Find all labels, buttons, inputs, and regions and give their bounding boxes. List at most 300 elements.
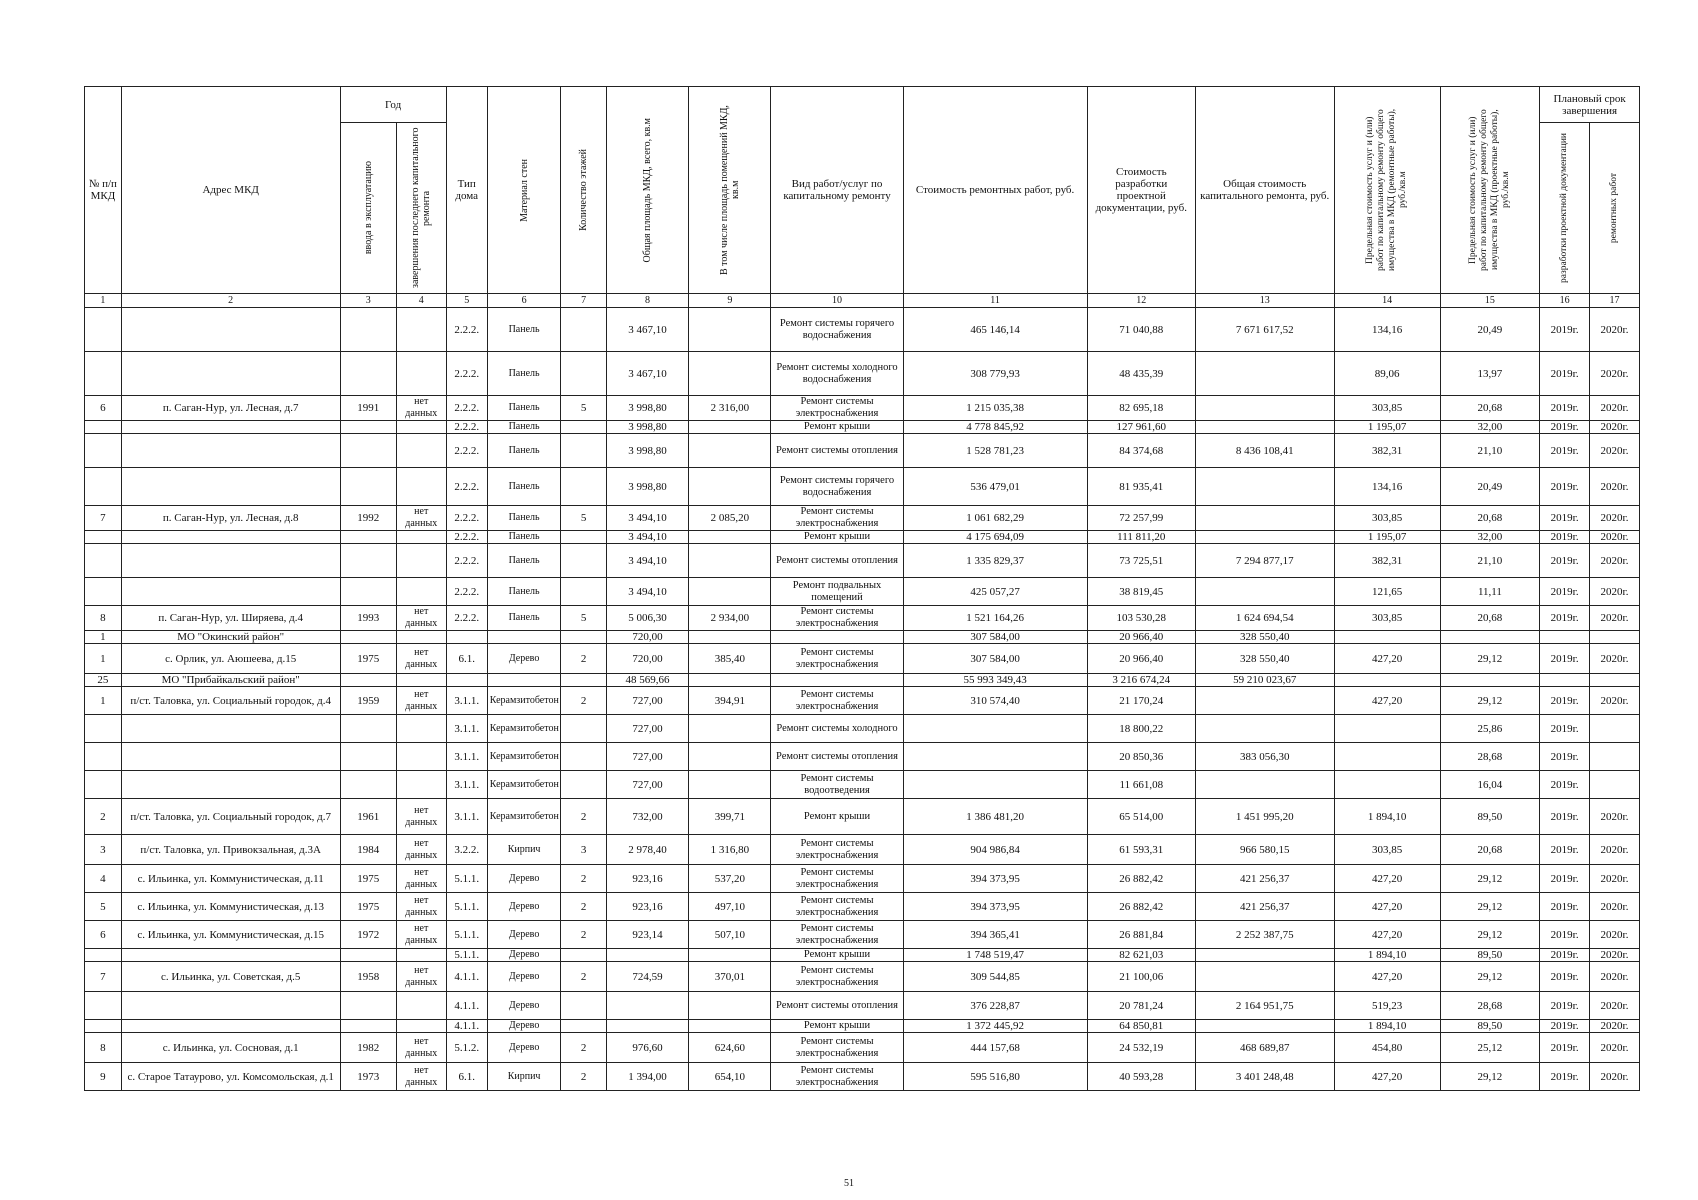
- cell-col-14: 303,85: [1334, 506, 1440, 531]
- cell-col-7: 2: [561, 687, 606, 715]
- cell-col-9: [689, 468, 771, 506]
- table-row: [85, 962, 1640, 992]
- cell-col-5: 3.1.1.: [446, 687, 487, 715]
- cell-col-4: нет данных: [396, 644, 446, 674]
- cell-col-14: 382,31: [1334, 544, 1440, 578]
- cell-col-7: [561, 631, 606, 644]
- cell-col-10: Ремонт системы отопления: [771, 544, 903, 578]
- cell-col-17: 2020г.: [1590, 893, 1640, 921]
- cell-col-7: 2: [561, 921, 606, 949]
- cell-col-5: 2.2.2.: [446, 578, 487, 606]
- cell-col-16: 2019г.: [1540, 687, 1590, 715]
- cell-col-6: Дерево: [487, 644, 561, 674]
- cell-col-4: нет данных: [396, 835, 446, 865]
- cell-col-3: 1975: [340, 893, 396, 921]
- cell-col-1: 8: [85, 1033, 122, 1063]
- cell-col-1: 5: [85, 893, 122, 921]
- cell-col-8: 1 394,00: [606, 1063, 688, 1091]
- cell-col-10: Ремонт системы электроснабжения: [771, 506, 903, 531]
- cell-col-1: 2: [85, 799, 122, 835]
- cell-col-17: 2020г.: [1590, 962, 1640, 992]
- cell-col-3: 1975: [340, 865, 396, 893]
- cell-col-7: [561, 578, 606, 606]
- cell-col-7: 2: [561, 644, 606, 674]
- cell-col-5: 2.2.2.: [446, 352, 487, 396]
- cell-col-16: 2019г.: [1540, 308, 1590, 352]
- cell-col-5: 3.1.1.: [446, 799, 487, 835]
- cell-col-6: Дерево: [487, 962, 561, 992]
- cell-col-8: 3 998,80: [606, 468, 688, 506]
- cell-col-6: Дерево: [487, 865, 561, 893]
- cell-col-9: [689, 992, 771, 1020]
- table-row: [85, 687, 1640, 715]
- cell-col-16: 2019г.: [1540, 893, 1590, 921]
- cell-col-17: 2020г.: [1590, 506, 1640, 531]
- cell-col-8: 3 998,80: [606, 421, 688, 434]
- table-row: [85, 578, 1640, 606]
- cell-col-6: Дерево: [487, 949, 561, 962]
- cell-col-7: [561, 434, 606, 468]
- cell-col-12: 3 216 674,24: [1087, 674, 1195, 687]
- table-row-subtotal: [85, 631, 1640, 644]
- column-number: 5: [446, 294, 487, 308]
- cell-col-13: 2 164 951,75: [1195, 992, 1334, 1020]
- cell-col-8: 720,00: [606, 631, 688, 644]
- cell-col-6: Панель: [487, 308, 561, 352]
- table-row: [85, 921, 1640, 949]
- cell-col-10: [771, 674, 903, 687]
- cell-col-2: с. Ильинка, ул. Коммунистическая, д.11: [121, 865, 340, 893]
- cell-col-2: [121, 992, 340, 1020]
- cell-col-14: [1334, 743, 1440, 771]
- cell-col-9: 624,60: [689, 1033, 771, 1063]
- cell-col-16: 2019г.: [1540, 352, 1590, 396]
- cell-col-15: 89,50: [1440, 949, 1540, 962]
- cell-col-12: 103 530,28: [1087, 606, 1195, 631]
- col-year-header: Год: [340, 87, 446, 123]
- cell-col-9: 2 934,00: [689, 606, 771, 631]
- cell-col-11: 4 175 694,09: [903, 531, 1087, 544]
- cell-col-13: [1195, 949, 1334, 962]
- cell-col-17: [1590, 715, 1640, 743]
- cell-col-8: 923,14: [606, 921, 688, 949]
- cell-col-15: 29,12: [1440, 1063, 1540, 1091]
- cell-col-9: [689, 715, 771, 743]
- cell-col-14: [1334, 631, 1440, 644]
- cell-col-1: [85, 434, 122, 468]
- cell-col-17: 2020г.: [1590, 544, 1640, 578]
- cell-col-11: 307 584,00: [903, 644, 1087, 674]
- cell-col-14: 303,85: [1334, 606, 1440, 631]
- cell-col-7: [561, 674, 606, 687]
- cell-col-17: 2020г.: [1590, 1020, 1640, 1033]
- cell-col-13: 966 580,15: [1195, 835, 1334, 865]
- col-num-header: № п/п МКД: [85, 87, 122, 294]
- cell-col-17: 2020г.: [1590, 578, 1640, 606]
- cell-col-16: 2019г.: [1540, 506, 1590, 531]
- table-row: [85, 531, 1640, 544]
- cell-col-14: 427,20: [1334, 687, 1440, 715]
- column-number: 11: [903, 294, 1087, 308]
- cell-col-3: [340, 771, 396, 799]
- cell-col-5: 4.1.1.: [446, 992, 487, 1020]
- col-cost-repair-header: Стоимость ремонтных работ, руб.: [903, 87, 1087, 294]
- cell-col-3: [340, 743, 396, 771]
- cell-col-10: Ремонт системы электроснабжения: [771, 835, 903, 865]
- cell-col-15: 89,50: [1440, 799, 1540, 835]
- cell-col-9: 507,10: [689, 921, 771, 949]
- cell-col-9: [689, 631, 771, 644]
- cell-col-16: 2019г.: [1540, 799, 1590, 835]
- cell-col-3: [340, 578, 396, 606]
- cell-col-2: с. Ильинка, ул. Коммунистическая, д.15: [121, 921, 340, 949]
- cell-col-10: Ремонт системы электроснабжения: [771, 921, 903, 949]
- table-row: [85, 771, 1640, 799]
- cell-col-8: 724,59: [606, 962, 688, 992]
- cell-col-11: 1 061 682,29: [903, 506, 1087, 531]
- cell-col-11: 55 993 349,43: [903, 674, 1087, 687]
- cell-col-10: Ремонт системы электроснабжения: [771, 687, 903, 715]
- cell-col-13: 328 550,40: [1195, 631, 1334, 644]
- cell-col-6: [487, 674, 561, 687]
- cell-col-4: [396, 544, 446, 578]
- cell-col-12: 82 695,18: [1087, 396, 1195, 421]
- cell-col-14: 1 195,07: [1334, 531, 1440, 544]
- cell-col-9: 2 316,00: [689, 396, 771, 421]
- cell-col-9: 2 085,20: [689, 506, 771, 531]
- cell-col-1: 9: [85, 1063, 122, 1091]
- cell-col-14: 303,85: [1334, 835, 1440, 865]
- cell-col-4: [396, 468, 446, 506]
- cell-col-5: 2.2.2.: [446, 468, 487, 506]
- cell-col-15: 20,49: [1440, 468, 1540, 506]
- cell-col-12: 61 593,31: [1087, 835, 1195, 865]
- cell-col-5: 3.1.1.: [446, 743, 487, 771]
- cell-col-5: 6.1.: [446, 644, 487, 674]
- cell-col-13: 383 056,30: [1195, 743, 1334, 771]
- cell-col-1: 3: [85, 835, 122, 865]
- cell-col-1: [85, 352, 122, 396]
- cell-col-5: 5.1.1.: [446, 921, 487, 949]
- cell-col-5: 3.2.2.: [446, 835, 487, 865]
- cell-col-10: Ремонт системы горячего водоснабжения: [771, 308, 903, 352]
- cell-col-2: [121, 771, 340, 799]
- cell-col-4: [396, 1020, 446, 1033]
- cell-col-11: 394 373,95: [903, 893, 1087, 921]
- cell-col-1: 6: [85, 396, 122, 421]
- cell-col-2: МО "Окинский район": [121, 631, 340, 644]
- cell-col-10: Ремонт системы электроснабжения: [771, 1063, 903, 1091]
- cell-col-16: 2019г.: [1540, 743, 1590, 771]
- cell-col-9: 399,71: [689, 799, 771, 835]
- cell-col-12: 11 661,08: [1087, 771, 1195, 799]
- cell-col-3: [340, 468, 396, 506]
- cell-col-4: [396, 743, 446, 771]
- cell-col-3: [340, 434, 396, 468]
- cell-col-9: 385,40: [689, 644, 771, 674]
- table-row: [85, 421, 1640, 434]
- table-row: [85, 1020, 1640, 1033]
- cell-col-7: [561, 771, 606, 799]
- cell-col-13: 8 436 108,41: [1195, 434, 1334, 468]
- cell-col-7: [561, 352, 606, 396]
- cell-col-13: 59 210 023,67: [1195, 674, 1334, 687]
- cell-col-17: 2020г.: [1590, 434, 1640, 468]
- cell-col-13: [1195, 468, 1334, 506]
- cell-col-8: 923,16: [606, 865, 688, 893]
- cell-col-10: Ремонт системы водоотведения: [771, 771, 903, 799]
- cell-col-2: п/ст. Таловка, ул. Привокзальная, д.3А: [121, 835, 340, 865]
- cell-col-13: [1195, 396, 1334, 421]
- cell-col-6: Панель: [487, 396, 561, 421]
- cell-col-9: 394,91: [689, 687, 771, 715]
- cell-col-16: 2019г.: [1540, 468, 1590, 506]
- cell-col-13: 3 401 248,48: [1195, 1063, 1334, 1091]
- cell-col-11: 4 778 845,92: [903, 421, 1087, 434]
- cell-col-17: 2020г.: [1590, 606, 1640, 631]
- cell-col-14: 427,20: [1334, 962, 1440, 992]
- cell-col-6: Панель: [487, 578, 561, 606]
- cell-col-13: [1195, 771, 1334, 799]
- cell-col-12: 21 170,24: [1087, 687, 1195, 715]
- cell-col-8: 727,00: [606, 771, 688, 799]
- cell-col-8: 3 494,10: [606, 506, 688, 531]
- column-number: 3: [340, 294, 396, 308]
- cell-col-17: 2020г.: [1590, 992, 1640, 1020]
- cell-col-2: [121, 949, 340, 962]
- cell-col-10: Ремонт системы электроснабжения: [771, 396, 903, 421]
- cell-col-2: п. Саган-Нур, ул. Лесная, д.8: [121, 506, 340, 531]
- cell-col-15: 28,68: [1440, 992, 1540, 1020]
- cell-col-3: 1991: [340, 396, 396, 421]
- cell-col-8: [606, 992, 688, 1020]
- cell-col-2: с. Орлик, ул. Аюшеева, д.15: [121, 644, 340, 674]
- cell-col-11: 1 335 829,37: [903, 544, 1087, 578]
- cell-col-11: 904 986,84: [903, 835, 1087, 865]
- col-area-total-header: Общая площадь МКД, всего, кв.м: [606, 87, 688, 294]
- col-work-header: Вид работ/услуг по капитальному ремонту: [771, 87, 903, 294]
- cell-col-7: [561, 1020, 606, 1033]
- cell-col-11: 1 215 035,38: [903, 396, 1087, 421]
- cell-col-2: п/ст. Таловка, ул. Социальный городок, д.4: [121, 687, 340, 715]
- cell-col-9: [689, 308, 771, 352]
- cell-col-14: 1 894,10: [1334, 799, 1440, 835]
- cell-col-17: 2020г.: [1590, 468, 1640, 506]
- cell-col-5: 4.1.1.: [446, 962, 487, 992]
- cell-col-9: 370,01: [689, 962, 771, 992]
- cell-col-15: 11,11: [1440, 578, 1540, 606]
- table-row: [85, 865, 1640, 893]
- cell-col-16: 2019г.: [1540, 771, 1590, 799]
- cell-col-11: 394 365,41: [903, 921, 1087, 949]
- cell-col-12: 82 621,03: [1087, 949, 1195, 962]
- cell-col-7: 2: [561, 1063, 606, 1091]
- cell-col-6: Кирпич: [487, 1063, 561, 1091]
- cell-col-13: [1195, 578, 1334, 606]
- cell-col-3: 1992: [340, 506, 396, 531]
- cell-col-5: 2.2.2.: [446, 396, 487, 421]
- cell-col-9: 497,10: [689, 893, 771, 921]
- cell-col-16: [1540, 631, 1590, 644]
- cell-col-2: п. Саган-Нур, ул. Лесная, д.7: [121, 396, 340, 421]
- col-year-repair-header: завершения последнего капитального ремонта: [396, 123, 446, 294]
- cell-col-2: МО "Прибайкальский район": [121, 674, 340, 687]
- cell-col-14: 427,20: [1334, 644, 1440, 674]
- cell-col-12: 40 593,28: [1087, 1063, 1195, 1091]
- cell-col-5: 6.1.: [446, 1063, 487, 1091]
- cell-col-6: Панель: [487, 606, 561, 631]
- cell-col-17: 2020г.: [1590, 531, 1640, 544]
- cell-col-16: 2019г.: [1540, 644, 1590, 674]
- cell-col-8: 976,60: [606, 1033, 688, 1063]
- cell-col-12: 84 374,68: [1087, 434, 1195, 468]
- cell-col-12: 20 850,36: [1087, 743, 1195, 771]
- cell-col-2: с. Ильинка, ул. Сосновая, д.1: [121, 1033, 340, 1063]
- cell-col-4: [396, 434, 446, 468]
- cell-col-6: Панель: [487, 352, 561, 396]
- cell-col-9: [689, 743, 771, 771]
- cell-col-12: 127 961,60: [1087, 421, 1195, 434]
- cell-col-12: 38 819,45: [1087, 578, 1195, 606]
- cell-col-5: [446, 674, 487, 687]
- cell-col-5: 2.2.2.: [446, 421, 487, 434]
- cell-col-13: [1195, 421, 1334, 434]
- cell-col-11: [903, 715, 1087, 743]
- cell-col-11: 310 574,40: [903, 687, 1087, 715]
- cell-col-4: нет данных: [396, 799, 446, 835]
- cell-col-4: нет данных: [396, 1033, 446, 1063]
- cell-col-1: [85, 578, 122, 606]
- cell-col-6: Дерево: [487, 1020, 561, 1033]
- cell-col-11: 394 373,95: [903, 865, 1087, 893]
- cell-col-3: [340, 544, 396, 578]
- cell-col-13: [1195, 352, 1334, 396]
- cell-col-2: с. Ильинка, ул. Советская, д.5: [121, 962, 340, 992]
- cell-col-15: 13,97: [1440, 352, 1540, 396]
- capital-repair-table: [84, 86, 1640, 1091]
- cell-col-14: 427,20: [1334, 921, 1440, 949]
- cell-col-15: 20,49: [1440, 308, 1540, 352]
- cell-col-3: 1993: [340, 606, 396, 631]
- cell-col-10: Ремонт системы электроснабжения: [771, 1033, 903, 1063]
- cell-col-15: 29,12: [1440, 921, 1540, 949]
- cell-col-14: 454,80: [1334, 1033, 1440, 1063]
- cell-col-13: 2 252 387,75: [1195, 921, 1334, 949]
- cell-col-1: 1: [85, 687, 122, 715]
- cell-col-17: 2020г.: [1590, 687, 1640, 715]
- cell-col-2: [121, 715, 340, 743]
- cell-col-11: 307 584,00: [903, 631, 1087, 644]
- cell-col-9: 654,10: [689, 1063, 771, 1091]
- cell-col-4: нет данных: [396, 396, 446, 421]
- cell-col-4: [396, 531, 446, 544]
- col-cost-design-header: Стоимость разработки проектной документации, руб.: [1087, 87, 1195, 294]
- cell-col-16: 2019г.: [1540, 992, 1590, 1020]
- cell-col-10: Ремонт системы холодного водоснабжения: [771, 352, 903, 396]
- cell-col-4: нет данных: [396, 962, 446, 992]
- cell-col-3: 1975: [340, 644, 396, 674]
- cell-col-11: 309 544,85: [903, 962, 1087, 992]
- cell-col-11: 1 386 481,20: [903, 799, 1087, 835]
- cell-col-9: 1 316,80: [689, 835, 771, 865]
- cell-col-14: 89,06: [1334, 352, 1440, 396]
- cell-col-7: 2: [561, 962, 606, 992]
- cell-col-4: [396, 352, 446, 396]
- cell-col-8: 727,00: [606, 715, 688, 743]
- cell-col-15: 29,12: [1440, 893, 1540, 921]
- cell-col-4: нет данных: [396, 606, 446, 631]
- cell-col-7: [561, 544, 606, 578]
- cell-col-3: [340, 992, 396, 1020]
- table-row: [85, 544, 1640, 578]
- cell-col-10: Ремонт системы холодного: [771, 715, 903, 743]
- cell-col-8: 3 998,80: [606, 396, 688, 421]
- cell-col-6: Панель: [487, 531, 561, 544]
- cell-col-10: Ремонт крыши: [771, 949, 903, 962]
- cell-col-12: 18 800,22: [1087, 715, 1195, 743]
- cell-col-3: 1984: [340, 835, 396, 865]
- cell-col-9: [689, 352, 771, 396]
- cell-col-10: Ремонт крыши: [771, 531, 903, 544]
- cell-col-1: [85, 771, 122, 799]
- cell-col-10: Ремонт системы горячего водоснабжения: [771, 468, 903, 506]
- cell-col-2: с. Ильинка, ул. Коммунистическая, д.13: [121, 893, 340, 921]
- cell-col-8: 3 494,10: [606, 544, 688, 578]
- cell-col-13: 328 550,40: [1195, 644, 1334, 674]
- cell-col-16: 2019г.: [1540, 434, 1590, 468]
- cell-col-8: 3 998,80: [606, 434, 688, 468]
- table-row: [85, 949, 1640, 962]
- cell-col-2: [121, 352, 340, 396]
- cell-col-14: 519,23: [1334, 992, 1440, 1020]
- cell-col-13: 7 294 877,17: [1195, 544, 1334, 578]
- cell-col-16: 2019г.: [1540, 715, 1590, 743]
- table-row: [85, 352, 1640, 396]
- cell-col-3: [340, 1020, 396, 1033]
- col-floors-header: Количество этажей: [561, 87, 606, 294]
- cell-col-2: с. Старое Татаурово, ул. Комсомольская, д.1: [121, 1063, 340, 1091]
- cell-col-6: Керамзитобетон: [487, 687, 561, 715]
- cell-col-1: 7: [85, 962, 122, 992]
- cell-col-1: 1: [85, 644, 122, 674]
- cell-col-2: п. Саган-Нур, ул. Ширяева, д.4: [121, 606, 340, 631]
- cell-col-13: 421 256,37: [1195, 893, 1334, 921]
- cell-col-12: 21 100,06: [1087, 962, 1195, 992]
- cell-col-8: 727,00: [606, 743, 688, 771]
- cell-col-11: [903, 771, 1087, 799]
- cell-col-12: 71 040,88: [1087, 308, 1195, 352]
- cell-col-9: [689, 674, 771, 687]
- cell-col-13: 421 256,37: [1195, 865, 1334, 893]
- cell-col-15: [1440, 631, 1540, 644]
- column-number: 1: [85, 294, 122, 308]
- cell-col-2: [121, 1020, 340, 1033]
- cell-col-12: 73 725,51: [1087, 544, 1195, 578]
- cell-col-1: [85, 743, 122, 771]
- cell-col-14: 121,65: [1334, 578, 1440, 606]
- cell-col-8: [606, 949, 688, 962]
- cell-col-16: 2019г.: [1540, 544, 1590, 578]
- cell-col-10: Ремонт крыши: [771, 421, 903, 434]
- cell-col-7: [561, 421, 606, 434]
- cell-col-2: [121, 468, 340, 506]
- cell-col-17: 2020г.: [1590, 949, 1640, 962]
- table-row-subtotal: [85, 674, 1640, 687]
- cell-col-5: 2.2.2.: [446, 308, 487, 352]
- cell-col-16: 2019г.: [1540, 949, 1590, 962]
- cell-col-10: Ремонт системы отопления: [771, 434, 903, 468]
- table-row: [85, 644, 1640, 674]
